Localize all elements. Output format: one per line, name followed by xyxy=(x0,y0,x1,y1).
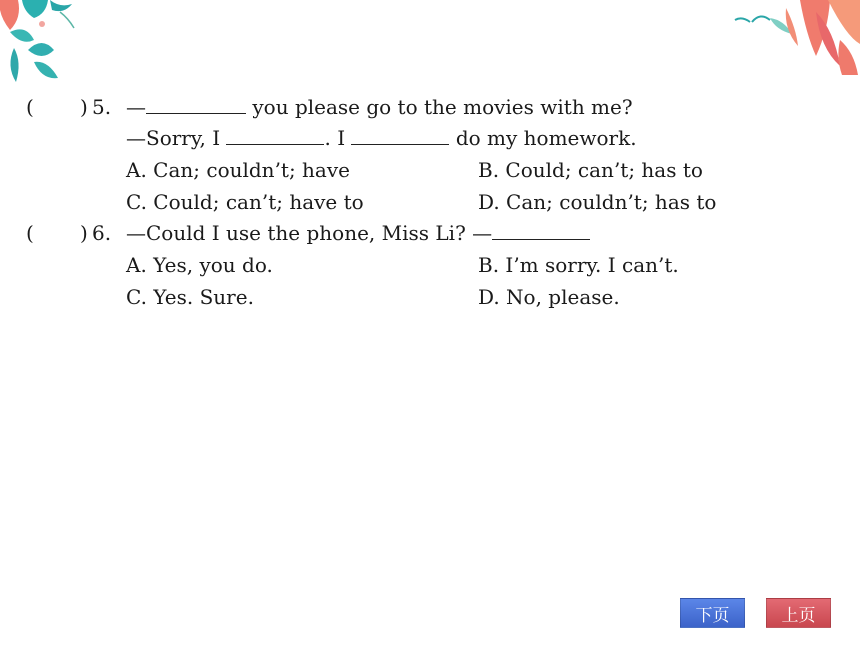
question-5-line-2 xyxy=(126,126,637,150)
option-5-a: A. Can; couldn’t; have xyxy=(126,158,350,182)
option-5-c: C. Could; can’t; have to xyxy=(126,190,364,214)
option-6-a: A. Yes, you do. xyxy=(126,253,273,277)
question-5-line-1 xyxy=(126,95,633,119)
question-number-6: 6. xyxy=(92,221,112,245)
answer-blank xyxy=(226,126,324,145)
answer-paren-close-5: ) xyxy=(80,95,88,119)
previous-page-button[interactable]: 上页 xyxy=(766,598,831,628)
leaf-decoration-right xyxy=(730,0,860,75)
option-5-b: B. Could; can’t; has to xyxy=(478,158,703,182)
option-6-c: C. Yes. Sure. xyxy=(126,285,254,309)
response-end: do my homework. xyxy=(455,126,637,150)
answer-blank xyxy=(492,221,590,240)
answer-blank xyxy=(146,95,246,114)
question-6-line-1 xyxy=(126,221,590,245)
question-6-text: —Could I use the phone, Miss Li? — xyxy=(126,221,493,245)
option-6-d: D. No, please. xyxy=(478,285,620,309)
response-start: —Sorry, I xyxy=(126,126,221,150)
option-6-b: B. I’m sorry. I can’t. xyxy=(478,253,679,277)
leaf-decoration-left xyxy=(0,0,90,100)
option-5-d: D. Can; couldn’t; has to xyxy=(478,190,717,214)
answer-blank xyxy=(351,126,449,145)
response-mid: . I xyxy=(324,126,346,150)
question-number-5: 5. xyxy=(92,95,112,119)
dash: — xyxy=(126,95,146,119)
question-5-text: you please go to the movies with me? xyxy=(252,95,633,119)
answer-paren-open-6: ( xyxy=(26,221,34,245)
answer-paren-close-6: ) xyxy=(80,221,88,245)
next-page-button[interactable]: 下页 xyxy=(680,598,745,628)
answer-paren-open-5: ( xyxy=(26,95,34,119)
